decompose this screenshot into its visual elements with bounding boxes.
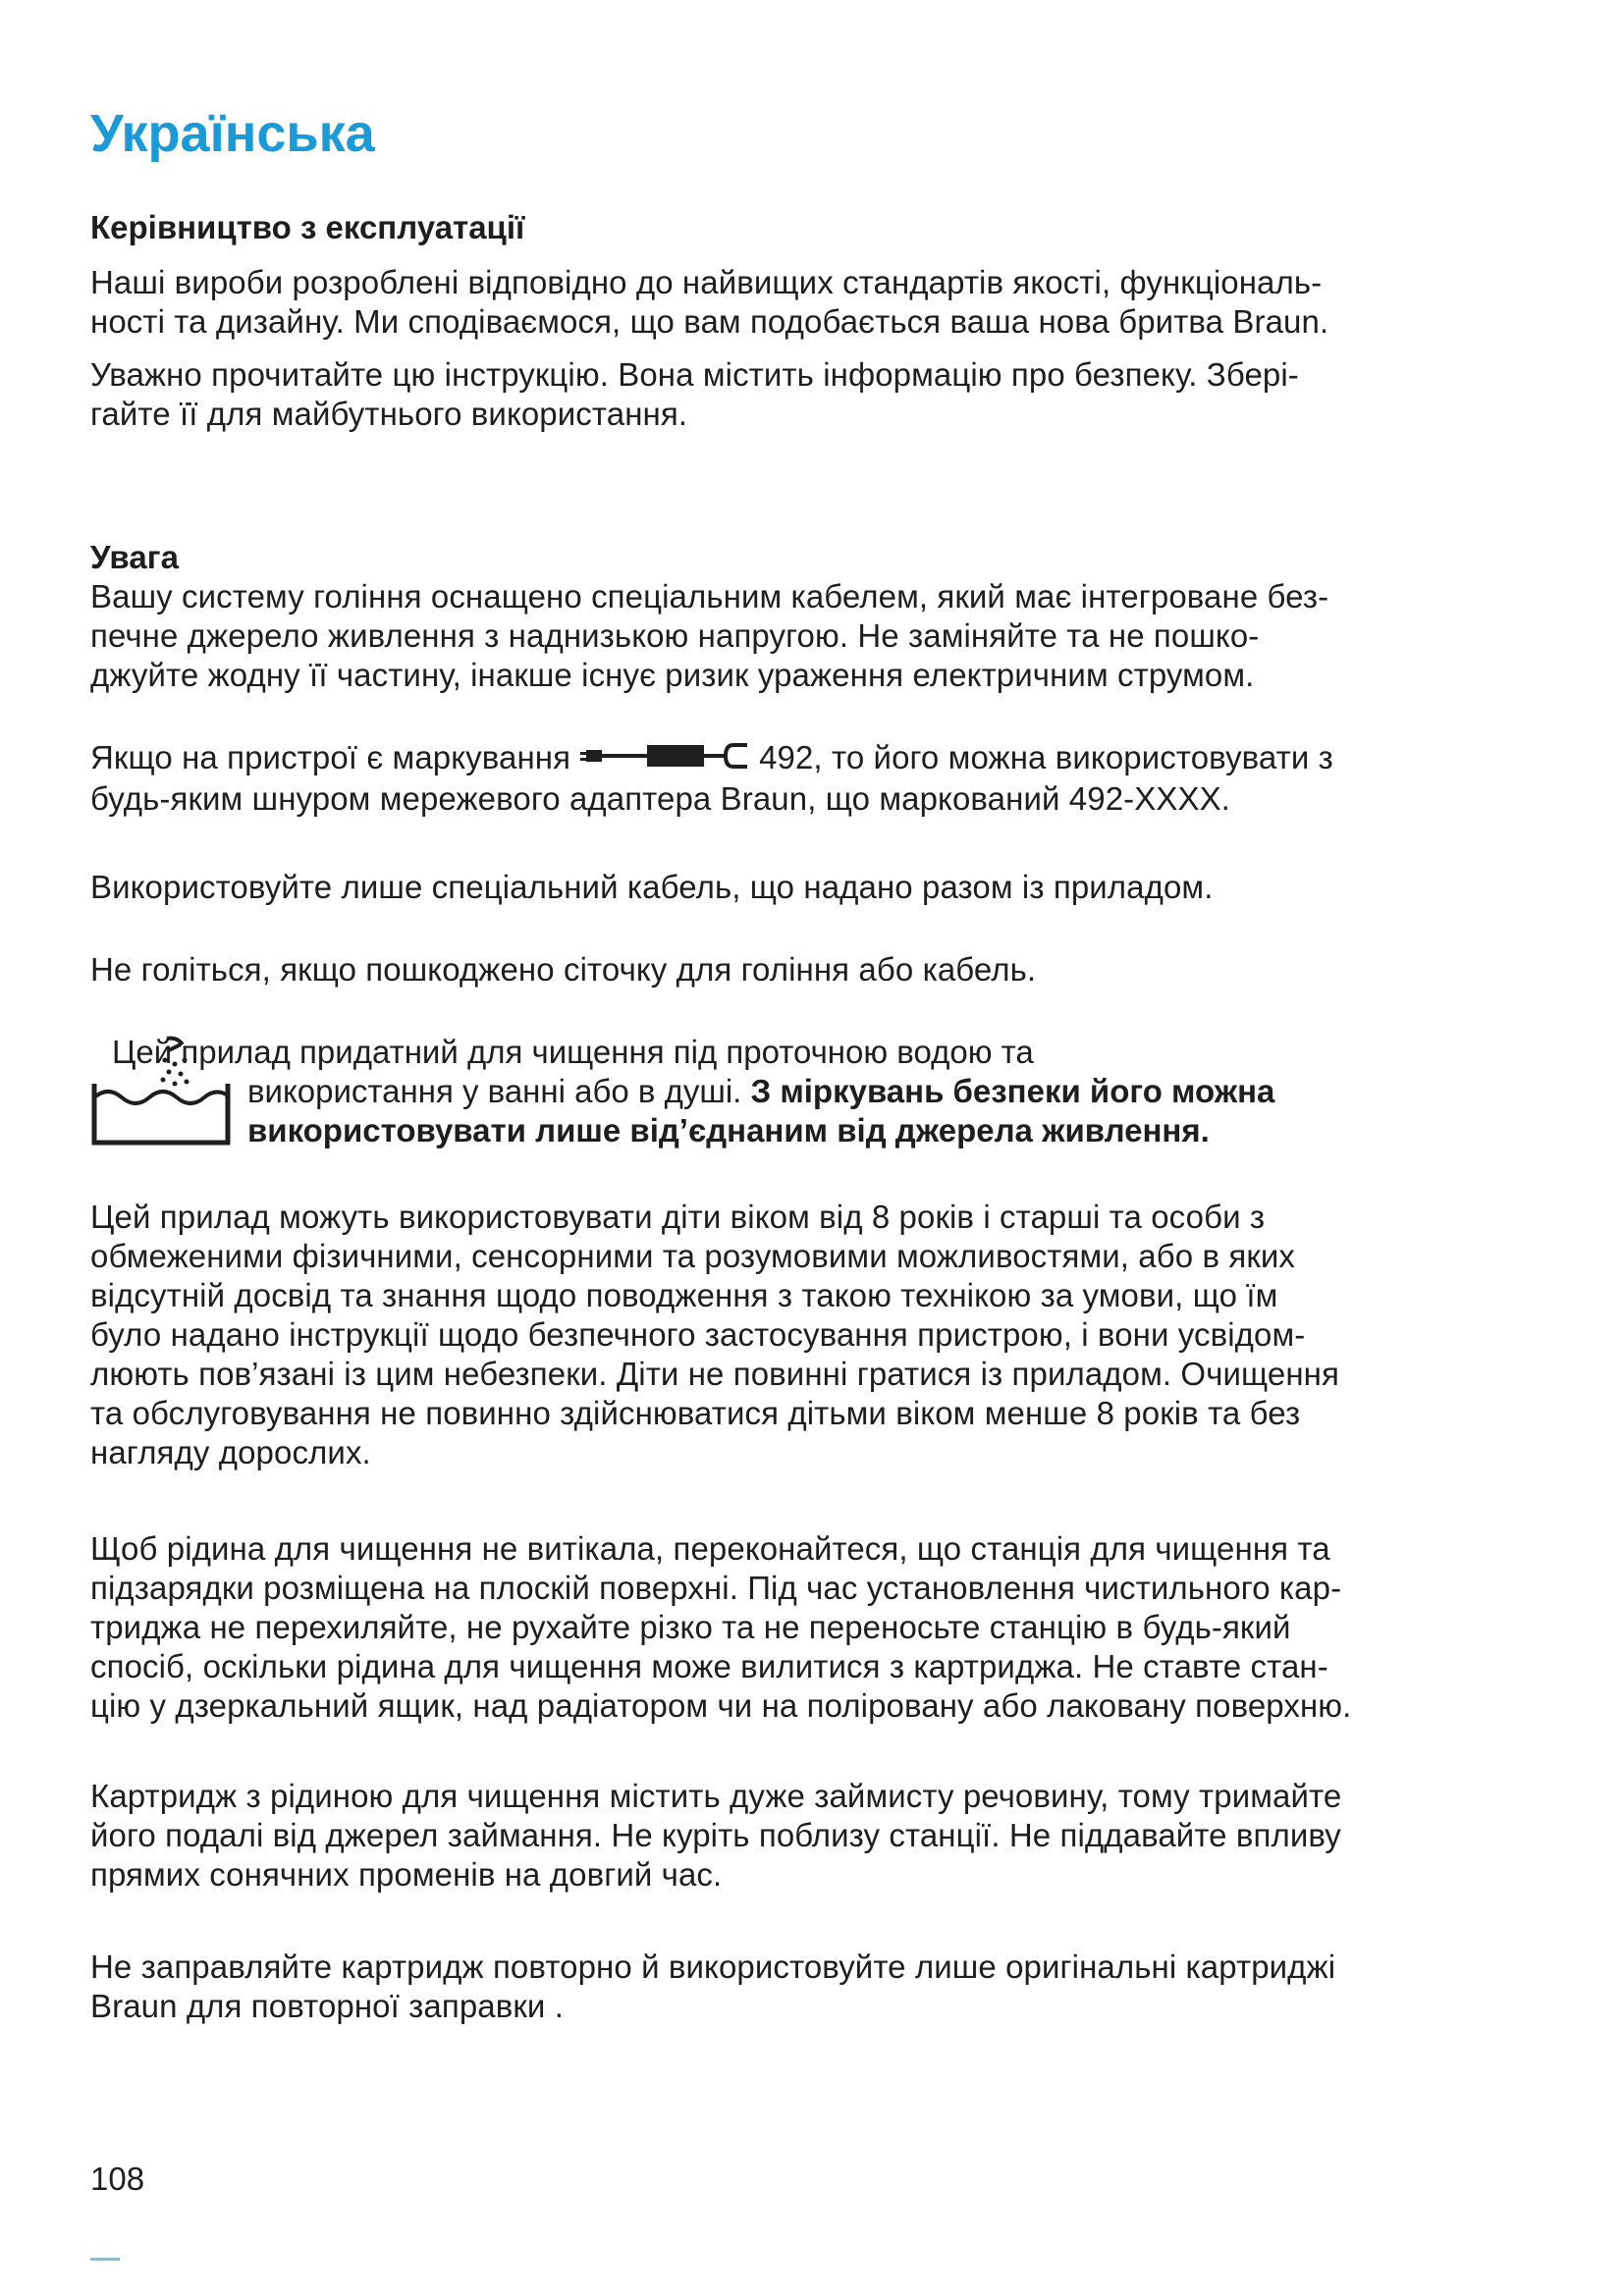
warning-heading: Увага <box>90 539 180 575</box>
flammable-paragraph <box>90 1777 1543 1895</box>
text-line: та обслуговування не повинно здійснюватися дітьми віком менше 8 років та без <box>90 1395 1301 1431</box>
bath-text-line-3: використовувати лише від’єднаним від джерела живлення. <box>247 1112 1210 1148</box>
text-line: Не голіться, якщо пошкоджено сіточку для гоління або кабель. <box>90 951 1037 988</box>
text-line: печне джерело живлення з наднизькою напругою. Не заміняйте та не пошко- <box>90 617 1260 654</box>
text-line: ності та дизайну. Ми сподіваємося, що вам подобається ваша нова бритва Braun. <box>90 303 1329 340</box>
power-cable-icon <box>580 740 753 779</box>
text-line: Уважно прочитайте цю інструкцію. Вона містить інформацію про безпеку. Зберi- <box>90 356 1299 393</box>
text-line: будь-яким шнуром мережевого адаптера Braun, що маркований 492-XXXX. <box>90 780 1230 818</box>
text-line: Не заправляйте картридж повторно й використовуйте лише оригінальні картриджі <box>90 1949 1336 1985</box>
text-line: джуйте жодну її частину, інакше існує ризик ураження електричним струмом. <box>90 657 1255 693</box>
intro-paragraph-1 <box>90 263 1543 342</box>
intro-paragraph-2 <box>90 355 1543 434</box>
text-line: Вашу систему гоління оснащено спеціальним кабелем, який має інтегроване без- <box>90 578 1329 614</box>
text-line: обмеженими фізичними, сенсорними та розумовими можливостями, або в яких <box>90 1238 1296 1274</box>
text-line: прямих сонячних променів на довгий час. <box>90 1856 723 1893</box>
page-number: 108 <box>90 2161 145 2197</box>
text-line: Цей прилад можуть використовувати діти віком від 8 років і старші та особи з <box>90 1199 1266 1235</box>
text-line: нагляду дорослих. <box>90 1434 371 1470</box>
marking-text-before: Якщо на пристрої є маркування <box>90 739 571 775</box>
bath-text-bold: З міркувань безпеки його можна <box>750 1073 1275 1109</box>
text-line: його подалі від джерел займання. Не куріть поблизу станції. Не піддавайте впливу <box>90 1817 1341 1853</box>
bath-text-line-2 <box>247 1072 1274 1111</box>
station-paragraph <box>90 1529 1543 1726</box>
page-title: Українська <box>90 104 375 163</box>
no-shave-paragraph <box>90 950 1543 989</box>
text-line <box>90 738 1543 779</box>
footer-divider <box>90 2258 120 2261</box>
text-line: спосіб, оскільки рідина для чищення може вилитися з картриджа. Не ставте стан- <box>90 1648 1328 1684</box>
text-line: люють пов’язані із цим небезпеки. Діти не повинні гратися із приладом. Очищення <box>90 1356 1339 1392</box>
cable-only-paragraph <box>90 868 1543 907</box>
section-title: Керівництво з експлуатації <box>90 209 525 245</box>
bath-text-line-1: Цей прилад придатний для чищення під проточною водою та <box>112 1034 1034 1070</box>
text-line: Використовуйте лише спеціальний кабель, що надано разом із приладом. <box>90 869 1214 905</box>
warning-paragraph <box>90 538 1543 695</box>
children-paragraph <box>90 1198 1543 1472</box>
text-line: гайте її для майбутнього використання. <box>90 396 688 432</box>
text-line: Картридж з рідиною для чищення містить дуже займисту речовину, тому тримайте <box>90 1778 1342 1814</box>
text-line: Щоб рідина для чищення не витікала, переконайтеся, що станція для чищення та <box>90 1530 1330 1567</box>
text-line: цію у дзеркальний ящик, над радіатором чи на поліровану або лаковану поверхню. <box>90 1687 1352 1724</box>
refill-paragraph <box>90 1948 1543 2026</box>
marking-paragraph <box>90 738 1543 819</box>
text-line: відсутній досвід та знання щодо поводження з такою технікою за умови, що їм <box>90 1277 1278 1313</box>
text-line: підзарядки розміщена на плоскій поверхні. Під час установлення чистильного кар- <box>90 1570 1342 1606</box>
bath-text-normal: використання у ванні або в душі. <box>247 1073 751 1109</box>
text-line: було надано інструкції щодо безпечного застосування пристрою, і вони усвідом- <box>90 1316 1306 1353</box>
text-line: Braun для повторної заправки . <box>90 1988 564 2024</box>
text-line: триджа не перехиляйте, не рухайте різко та не переносьте станцію в будь-який <box>90 1609 1291 1645</box>
marking-text-after: 492, то його можна використовувати з <box>759 739 1333 775</box>
text-line: Наші вироби розроблені відповідно до найвищих стандартів якості, функціональ- <box>90 264 1323 300</box>
